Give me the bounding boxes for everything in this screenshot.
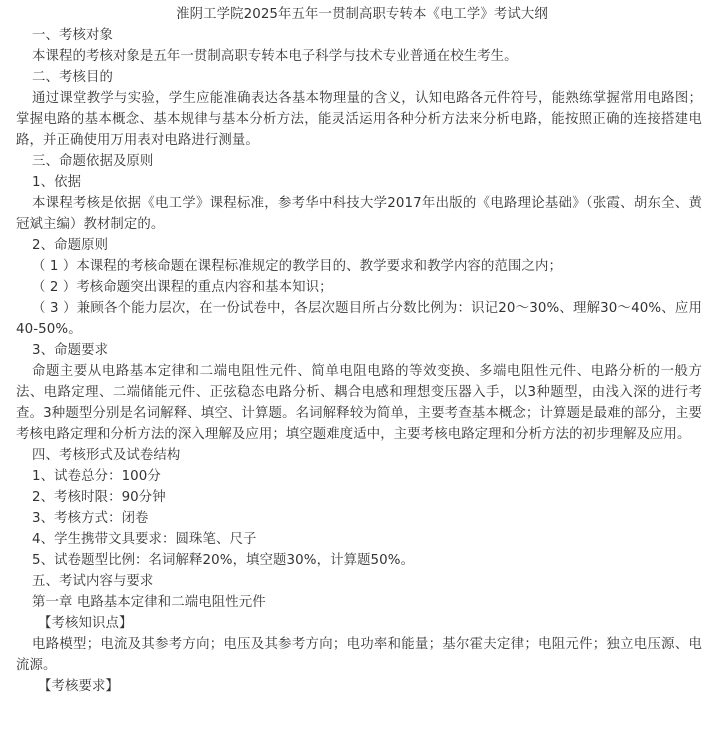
section-3-heading: 三、命题依据及原则 [32,154,154,169]
knowledge-points-text: 电路模型；电流及其参考方向；电压及其参考方向；电功率和能量；基尔霍夫定律；电阻元件；独立电压源、电流源。 [16,637,702,673]
principle-item: （ 3 ）兼顾各个能力层次，在一份试卷中，各层次题目所占分数比例为：识记20～30%、理解30～40%、应用40-50%。 [16,301,702,337]
principle-item: （ 1 ）本课程的考核命题在课程标准规定的教学目的、教学要求和教学内容的范围之内； [32,259,562,274]
basis-heading: 1、依据 [32,175,82,190]
requirements-label: 【考核要求】 [38,679,119,694]
requirement-heading: 3、命题要求 [32,343,109,358]
section-5-heading: 五、考试内容与要求 [32,574,154,589]
chapter-title: 第一章 电路基本定律和二端电阻性元件 [32,595,266,610]
exam-format-item: 4、学生携带文具要求：圆珠笔、尺子 [32,532,257,547]
section-2-heading: 二、考核目的 [32,70,113,85]
knowledge-points-label: 【考核知识点】 [38,616,133,631]
exam-format-item: 1、试卷总分：100分 [32,469,161,484]
section-2-text: 通过课堂教学与实验，学生应能准确表达各基本物理量的含义，认知电路各元件符号，能熟练掌握常用电路图；掌握电路的基本概念、基本规律与基本分析方法，能灵活运用各种分析方法来分析电路，能按照正确的连接搭建电路，并正确使用万用表对电路进行测量。 [16,91,702,148]
principle-item: （ 2 ）考核命题突出课程的重点内容和基本知识； [32,280,333,295]
exam-format-item: 3、考核方式：闭卷 [32,511,149,526]
basis-text: 本课程考核是依据《电工学》课程标准，参考华中科技大学2017年出版的《电路理论基础》（张霞、胡东全、黄冠斌主编）教材制定的。 [16,196,702,232]
exam-format-item: 5、试卷题型比例：名词解释20%，填空题30%，计算题50%。 [32,553,415,568]
principle-heading: 2、命题原则 [32,238,109,253]
section-4-heading: 四、考核形式及试卷结构 [32,448,181,463]
section-1-heading: 一、考核对象 [32,28,113,43]
exam-format-item: 2、考核时限：90分钟 [32,490,166,505]
document-title: 淮阴工学院2025年五年一贯制高职专转本《电工学》考试大纲 [176,7,548,22]
requirement-text: 命题主要从电路基本定律和二端电阻性元件、简单电阻电路的等效变换、多端电阻性元件、电路分析的一般方法、电路定理、二端储能元件、正弦稳态电路分析、耦合电感和理想变压器入手，以3种题型，由浅入深的进行考查。3种题型分别是名词解释、填空、计算题。名词解释较为简单，主要考查基本概念；计算题是最难的部分，主要考核电路定理和分析方法的深入理解及应用；填空题难度适中，主要考核电路定理和分析方法的初步理解及应用。 [16,364,702,442]
section-1-text: 本课程的考核对象是五年一贯制高职专转本电子科学与技术专业普通在校生考生。 [32,49,518,64]
